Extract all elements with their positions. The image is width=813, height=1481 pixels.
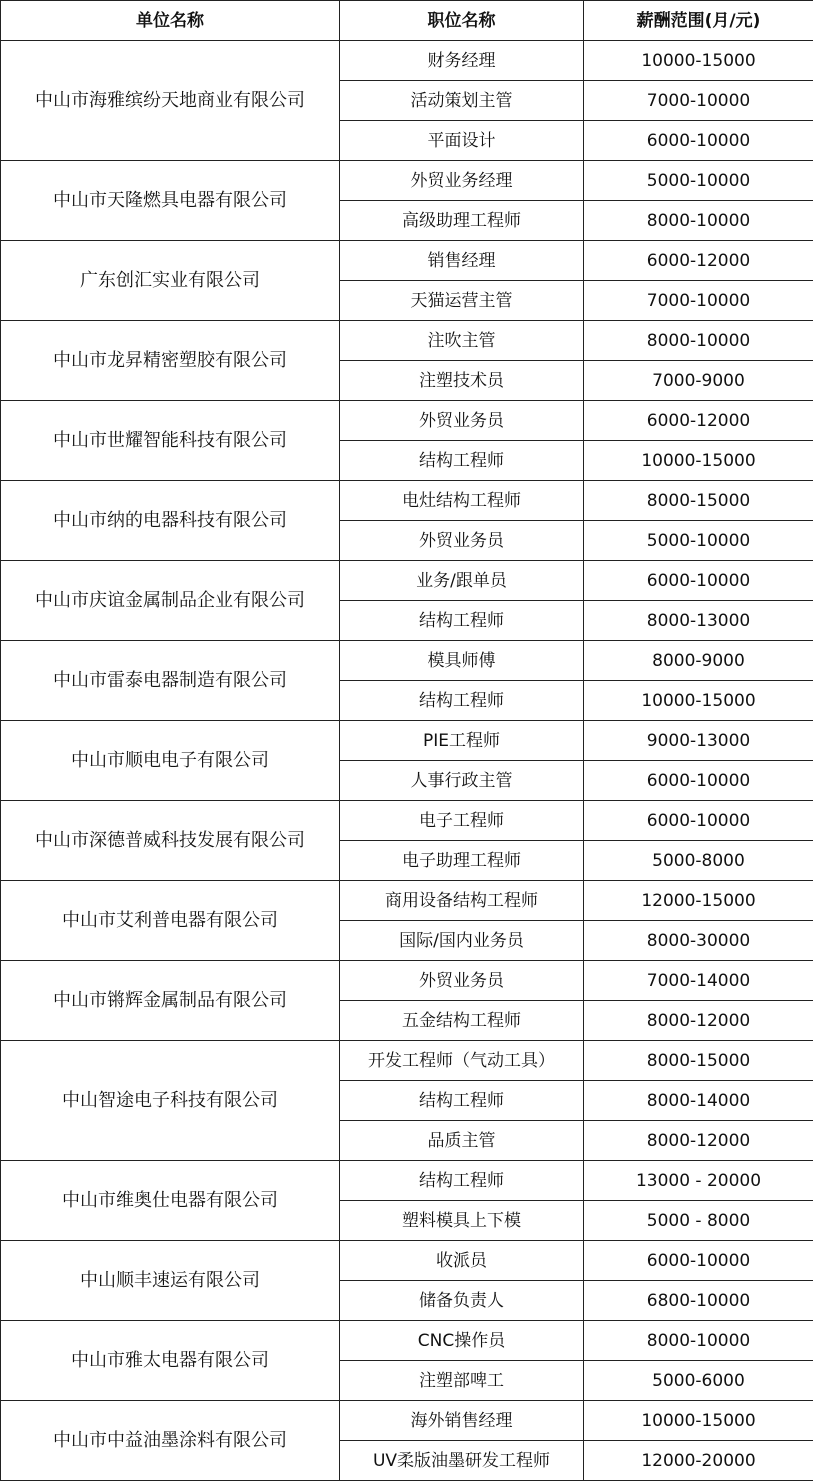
job-title-cell: 外贸业务员: [340, 521, 584, 561]
salary-cell: 6000-10000: [584, 801, 813, 841]
job-title-cell: 结构工程师: [340, 1081, 584, 1121]
salary-cell: 8000-15000: [584, 1041, 813, 1081]
salary-cell: 10000-15000: [584, 681, 813, 721]
job-title-cell: 五金结构工程师: [340, 1001, 584, 1041]
header-company: 单位名称: [1, 1, 340, 41]
company-name-cell: 中山市天隆燃具电器有限公司: [1, 161, 340, 241]
table-header: [1, 1, 813, 41]
salary-cell: 8000-13000: [584, 601, 813, 641]
salary-cell: 6000-10000: [584, 121, 813, 161]
header-row: [1, 1, 813, 41]
table-row: [1, 1241, 813, 1281]
job-title-cell: 外贸业务经理: [340, 161, 584, 201]
job-title-cell: UV柔版油墨研发工程师: [340, 1441, 584, 1481]
company-name-cell: 中山市中益油墨涂料有限公司: [1, 1401, 340, 1481]
salary-cell: 8000-10000: [584, 1321, 813, 1361]
salary-cell: 8000-10000: [584, 201, 813, 241]
job-title-cell: 外贸业务员: [340, 401, 584, 441]
salary-cell: 8000-12000: [584, 1001, 813, 1041]
table-row: [1, 1161, 813, 1201]
job-title-cell: 平面设计: [340, 121, 584, 161]
salary-cell: 10000-15000: [584, 41, 813, 81]
salary-cell: 5000 - 8000: [584, 1201, 813, 1241]
table-row: [1, 1041, 813, 1081]
job-title-cell: 财务经理: [340, 41, 584, 81]
job-title-cell: 塑料模具上下模: [340, 1201, 584, 1241]
salary-cell: 6000-10000: [584, 561, 813, 601]
company-name-cell: 中山市海雅缤纷天地商业有限公司: [1, 41, 340, 161]
job-title-cell: 国际/国内业务员: [340, 921, 584, 961]
company-name-cell: 中山市庆谊金属制品企业有限公司: [1, 561, 340, 641]
table-row: [1, 561, 813, 601]
job-title-cell: 业务/跟单员: [340, 561, 584, 601]
company-name-cell: 中山市艾利普电器有限公司: [1, 881, 340, 961]
job-title-cell: 活动策划主管: [340, 81, 584, 121]
job-title-cell: 品质主管: [340, 1121, 584, 1161]
salary-cell: 5000-6000: [584, 1361, 813, 1401]
company-name-cell: 中山市龙昇精密塑胶有限公司: [1, 321, 340, 401]
company-name-cell: 中山市雷泰电器制造有限公司: [1, 641, 340, 721]
header-salary: 薪酬范围(月/元): [584, 1, 813, 41]
job-title-cell: 模具师傅: [340, 641, 584, 681]
company-name-cell: 中山市雅太电器有限公司: [1, 1321, 340, 1401]
salary-cell: 7000-10000: [584, 81, 813, 121]
table-row: [1, 1321, 813, 1361]
job-title-cell: 注塑技术员: [340, 361, 584, 401]
salary-cell: 6800-10000: [584, 1281, 813, 1321]
header-position: 职位名称: [340, 1, 584, 41]
company-name-cell: 中山智途电子科技有限公司: [1, 1041, 340, 1161]
job-title-cell: 电子助理工程师: [340, 841, 584, 881]
salary-cell: 5000-10000: [584, 521, 813, 561]
job-title-cell: 高级助理工程师: [340, 201, 584, 241]
table-row: [1, 721, 813, 761]
salary-cell: 8000-15000: [584, 481, 813, 521]
salary-cell: 5000-8000: [584, 841, 813, 881]
job-title-cell: PIE工程师: [340, 721, 584, 761]
job-title-cell: 电子工程师: [340, 801, 584, 841]
salary-cell: 7000-14000: [584, 961, 813, 1001]
job-title-cell: 开发工程师（气动工具）: [340, 1041, 584, 1081]
table-row: [1, 961, 813, 1001]
salary-cell: 12000-15000: [584, 881, 813, 921]
table-row: [1, 321, 813, 361]
company-name-cell: 中山顺丰速运有限公司: [1, 1241, 340, 1321]
job-title-cell: 注塑部啤工: [340, 1361, 584, 1401]
salary-cell: 8000-14000: [584, 1081, 813, 1121]
company-name-cell: 广东创汇实业有限公司: [1, 241, 340, 321]
job-title-cell: CNC操作员: [340, 1321, 584, 1361]
salary-cell: 7000-10000: [584, 281, 813, 321]
table-row: [1, 481, 813, 521]
table-row: [1, 1401, 813, 1441]
table-row: [1, 881, 813, 921]
salary-cell: 13000 - 20000: [584, 1161, 813, 1201]
salary-cell: 8000-10000: [584, 321, 813, 361]
salary-cell: 8000-12000: [584, 1121, 813, 1161]
job-title-cell: 收派员: [340, 1241, 584, 1281]
job-title-cell: 结构工程师: [340, 441, 584, 481]
job-title-cell: 人事行政主管: [340, 761, 584, 801]
job-title-cell: 销售经理: [340, 241, 584, 281]
job-title-cell: 商用设备结构工程师: [340, 881, 584, 921]
job-title-cell: 结构工程师: [340, 601, 584, 641]
salary-cell: 6000-10000: [584, 1241, 813, 1281]
table-row: [1, 641, 813, 681]
salary-cell: 10000-15000: [584, 441, 813, 481]
table-body: [1, 41, 813, 1481]
job-title-cell: 电灶结构工程师: [340, 481, 584, 521]
salary-cell: 12000-20000: [584, 1441, 813, 1481]
company-name-cell: 中山市世耀智能科技有限公司: [1, 401, 340, 481]
table-row: [1, 401, 813, 441]
table-row: [1, 801, 813, 841]
salary-cell: 7000-9000: [584, 361, 813, 401]
job-title-cell: 海外销售经理: [340, 1401, 584, 1441]
table-row: [1, 241, 813, 281]
table-row: [1, 161, 813, 201]
company-name-cell: 中山市纳的电器科技有限公司: [1, 481, 340, 561]
job-title-cell: 外贸业务员: [340, 961, 584, 1001]
job-title-cell: 天猫运营主管: [340, 281, 584, 321]
salary-cell: 5000-10000: [584, 161, 813, 201]
job-title-cell: 储备负责人: [340, 1281, 584, 1321]
table-row: [1, 41, 813, 81]
salary-cell: 6000-12000: [584, 241, 813, 281]
company-name-cell: 中山市维奥仕电器有限公司: [1, 1161, 340, 1241]
job-title-cell: 注吹主管: [340, 321, 584, 361]
salary-cell: 9000-13000: [584, 721, 813, 761]
job-title-cell: 结构工程师: [340, 1161, 584, 1201]
company-name-cell: 中山市锵辉金属制品有限公司: [1, 961, 340, 1041]
company-name-cell: 中山市深德普威科技发展有限公司: [1, 801, 340, 881]
company-name-cell: 中山市顺电电子有限公司: [1, 721, 340, 801]
salary-cell: 8000-30000: [584, 921, 813, 961]
salary-cell: 6000-10000: [584, 761, 813, 801]
salary-cell: 6000-12000: [584, 401, 813, 441]
salary-cell: 8000-9000: [584, 641, 813, 681]
job-title-cell: 结构工程师: [340, 681, 584, 721]
salary-cell: 10000-15000: [584, 1401, 813, 1441]
